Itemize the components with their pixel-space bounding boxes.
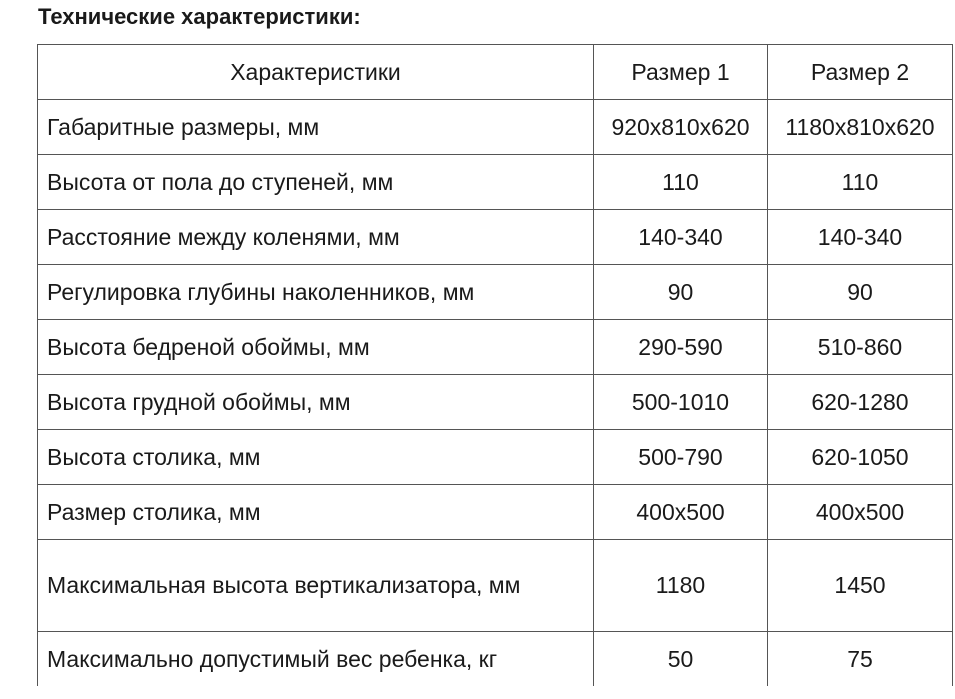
- table-row: [38, 265, 953, 320]
- table-header-row: [38, 45, 953, 100]
- row-size-2-value: 75: [768, 632, 953, 687]
- row-label: Высота от пола до ступеней, мм: [38, 155, 594, 210]
- row-size-2-value: 1450: [768, 540, 953, 632]
- header-size-1: Размер 1: [594, 45, 768, 100]
- specs-heading: Технические характеристики:: [38, 4, 361, 29]
- row-size-1-value: 500-790: [594, 430, 768, 485]
- table-row: [38, 632, 953, 687]
- row-label: Максимальная высота вертикализатора, мм: [38, 540, 594, 632]
- specs-table: [37, 44, 953, 686]
- row-size-1-value: 140-340: [594, 210, 768, 265]
- row-size-2-value: 400x500: [768, 485, 953, 540]
- row-size-1-value: 400x500: [594, 485, 768, 540]
- row-size-2-value: 620-1280: [768, 375, 953, 430]
- row-size-2-value: 140-340: [768, 210, 953, 265]
- row-label: Регулировка глубины наколенников, мм: [38, 265, 594, 320]
- row-label: Высота столика, мм: [38, 430, 594, 485]
- row-label: Размер столика, мм: [38, 485, 594, 540]
- row-size-1-value: 110: [594, 155, 768, 210]
- row-size-1-value: 500-1010: [594, 375, 768, 430]
- table-row: [38, 375, 953, 430]
- table-row: [38, 430, 953, 485]
- header-size-2: Размер 2: [768, 45, 953, 100]
- row-size-2-value: 1180x810x620: [768, 100, 953, 155]
- row-label: Высота бедреной обоймы, мм: [38, 320, 594, 375]
- table-row: [38, 485, 953, 540]
- row-label: Расстояние между коленями, мм: [38, 210, 594, 265]
- row-label: Максимально допустимый вес ребенка, кг: [38, 632, 594, 687]
- row-size-1-value: 50: [594, 632, 768, 687]
- row-size-2-value: 110: [768, 155, 953, 210]
- row-label: Габаритные размеры, мм: [38, 100, 594, 155]
- row-size-2-value: 620-1050: [768, 430, 953, 485]
- table-row: [38, 320, 953, 375]
- row-size-2-value: 510-860: [768, 320, 953, 375]
- row-size-1-value: 920x810x620: [594, 100, 768, 155]
- table-row: [38, 540, 953, 632]
- table-row: [38, 100, 953, 155]
- row-size-1-value: 290-590: [594, 320, 768, 375]
- row-size-1-value: 90: [594, 265, 768, 320]
- table-row: [38, 210, 953, 265]
- header-characteristics: Характеристики: [38, 45, 594, 100]
- row-size-2-value: 90: [768, 265, 953, 320]
- row-label: Высота грудной обоймы, мм: [38, 375, 594, 430]
- table-row: [38, 155, 953, 210]
- row-size-1-value: 1180: [594, 540, 768, 632]
